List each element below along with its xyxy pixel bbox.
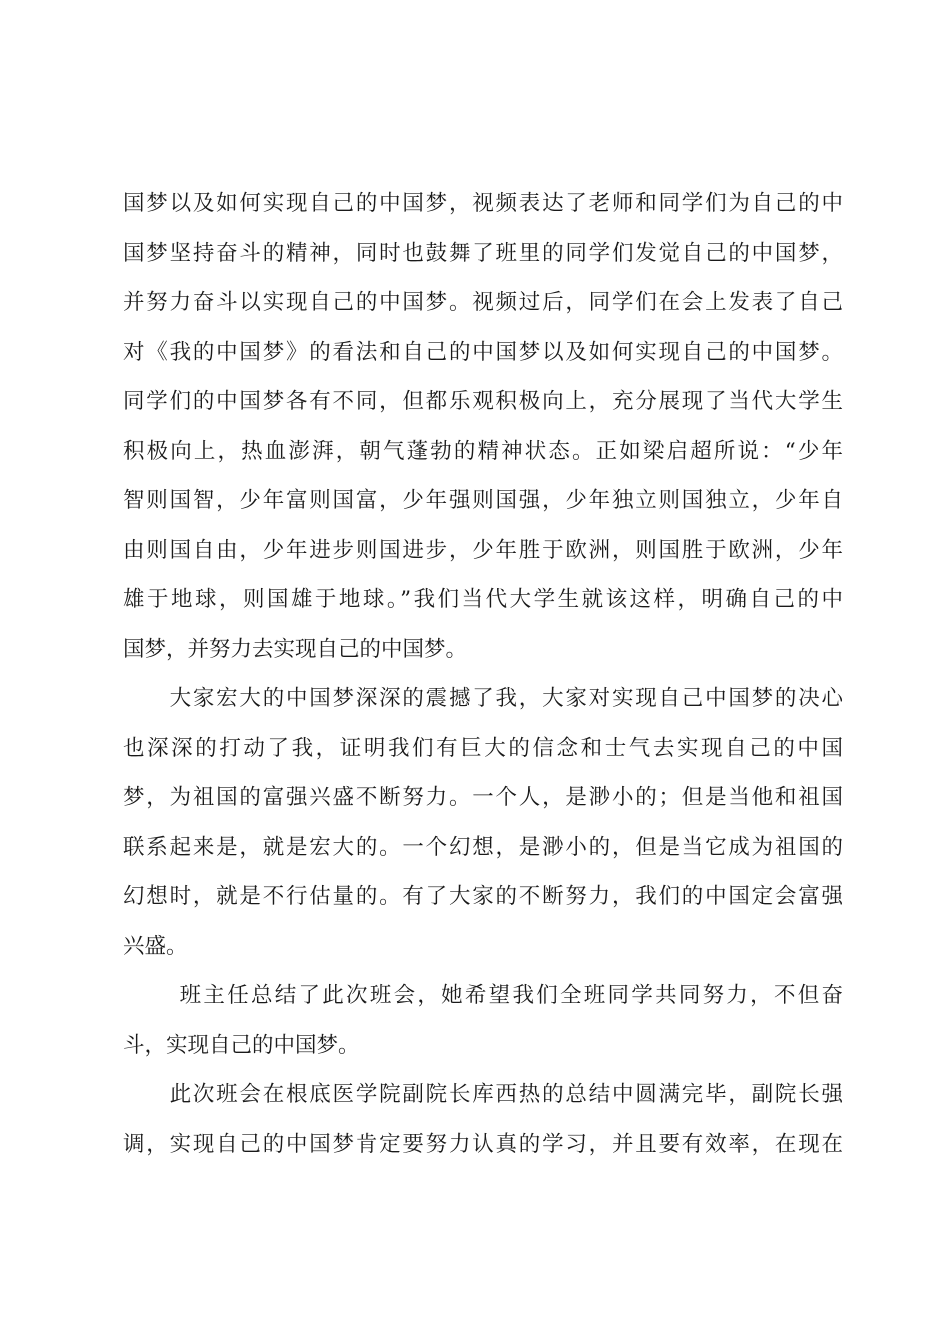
text-line: 同学们的中国梦各有不同，但都乐观积极向上，充分展现了当代大学生	[123, 389, 843, 414]
text-line: 积极向上，热血澎湃，朝气蓬勃的精神状态。正如梁启超所说：“少年	[123, 438, 843, 464]
text-line: 幻想时，就是不行估量的。有了大家的不断努力，我们的中国定会富强	[123, 884, 843, 909]
text-line: 国梦，并努力去实现自己的中国梦。	[123, 636, 468, 662]
document-body	[123, 186, 843, 1176]
text-line: 梦，为祖国的富强兴盛不断努力。一个人，是渺小的；但是当他和祖国	[123, 785, 843, 810]
text-line: 兴盛。	[123, 933, 188, 959]
text-line: 雄于地球，则国雄于地球。”我们当代大学生就该这样，明确自己的中	[123, 587, 843, 612]
text-line: 调，实现自己的中国梦肯定要努力认真的学习，并且要有效率，在现在	[123, 1131, 843, 1157]
text-line: 大家宏大的中国梦深深的震撼了我，大家对实现自己中国梦的决心	[123, 686, 843, 711]
paragraph	[123, 681, 843, 978]
text-line: 国梦以及如何实现自己的中国梦，视频表达了老师和同学们为自己的中	[123, 191, 843, 216]
text-line: 对《我的中国梦》的看法和自己的中国梦以及如何实现自己的中国梦。	[123, 339, 843, 365]
text-line: 也深深的打动了我，证明我们有巨大的信念和士气去实现自己的中国	[123, 735, 843, 761]
text-line: 国梦坚持奋斗的精神，同时也鼓舞了班里的同学们发觉自己的中国梦，	[123, 240, 843, 266]
text-line: 智则国智，少年富则国富，少年强则国强，少年独立则国独立，少年自	[123, 488, 843, 513]
paragraph	[123, 978, 843, 1077]
text-line: 并努力奋斗以实现自己的中国梦。视频过后，同学们在会上发表了自己	[123, 290, 843, 315]
text-line: 此次班会在根底医学院副院长库西热的总结中圆满完毕，副院长强	[123, 1082, 843, 1107]
paragraph	[123, 186, 843, 681]
text-line: 由则国自由，少年进步则国进步，少年胜于欧洲，则国胜于欧洲，少年	[123, 537, 843, 563]
text-line: 班主任总结了此次班会，她希望我们全班同学共同努力，不但奋	[123, 983, 843, 1008]
text-line: 联系起来是，就是宏大的。一个幻想，是渺小的，但是当它成为祖国的	[123, 834, 843, 860]
text-line: 斗，实现自己的中国梦。	[123, 1032, 360, 1058]
paragraph	[123, 1077, 843, 1176]
